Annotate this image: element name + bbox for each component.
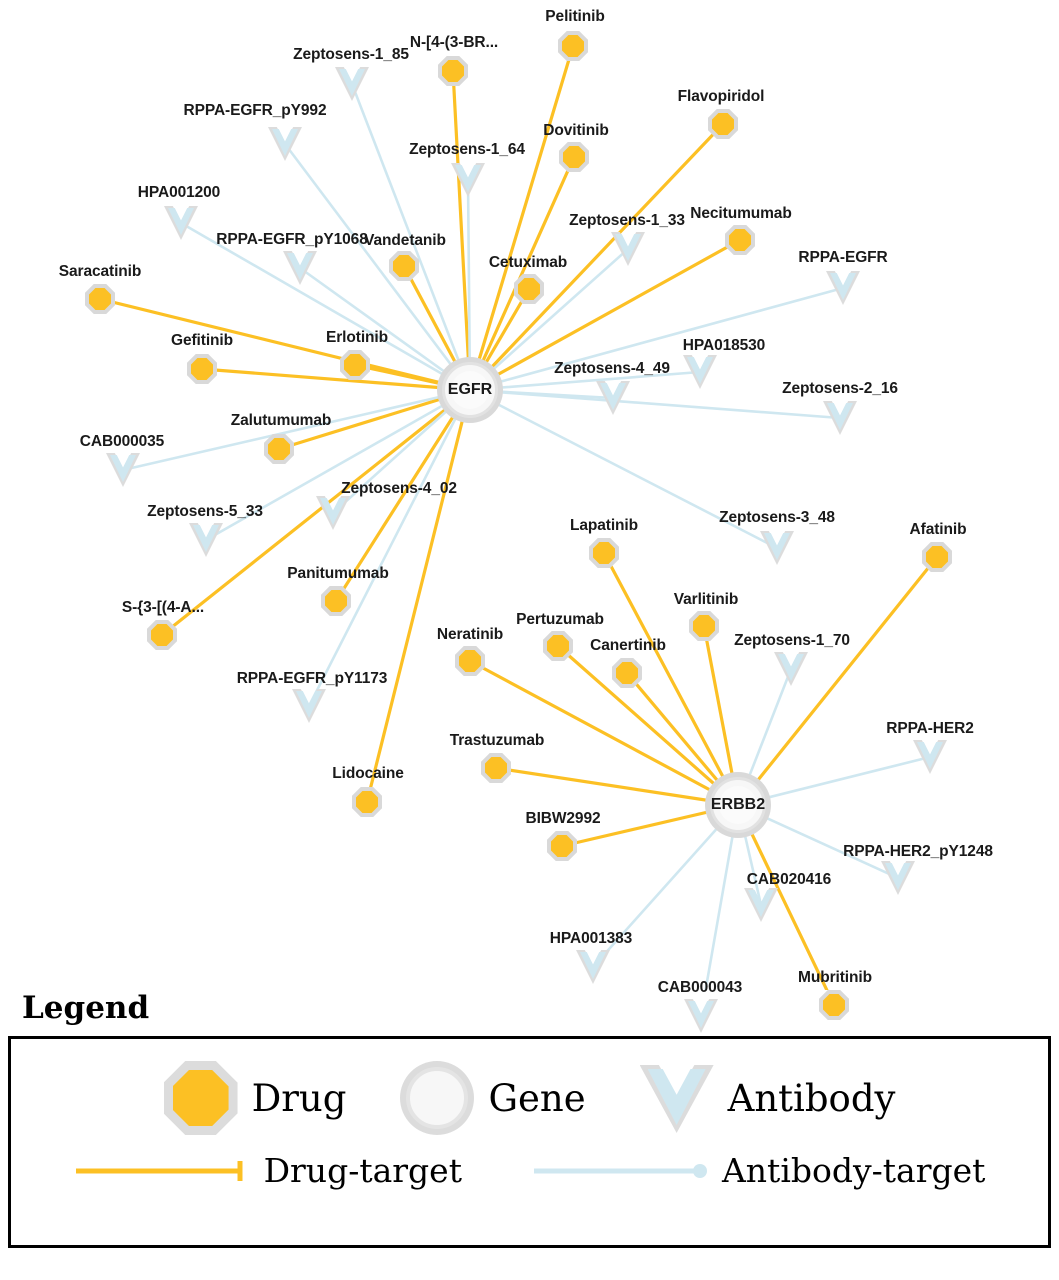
drug-node-label: Vandetanib [364,232,446,249]
drug-node-label: Necitumumab [690,205,792,222]
antibody-node[interactable] [316,496,350,530]
gene-node-label: ERBB2 [710,796,766,813]
drug-node-label: Lidocaine [332,765,404,782]
antibody-node-label: HPA018530 [682,337,766,354]
antibody-node-label: Zeptosens-1_33 [569,212,685,229]
drug-octagon-icon [164,1061,238,1135]
gene-circle-icon [400,1061,474,1135]
drug-node[interactable] [725,225,755,255]
drug-node-label: Flavopiridol [677,88,765,105]
antibody-node[interactable] [268,127,302,161]
legend-item-drug [164,1061,347,1135]
drug-node-label: BIBW2992 [525,810,601,827]
drug-node-label: Neratinib [436,626,504,643]
antibody-node-label: Zeptosens-4_49 [554,360,670,377]
antibody-chevron-icon [640,1061,714,1135]
antibody-node[interactable] [760,531,794,565]
drug-node-label: Zalutumumab [230,412,332,429]
drug-node-label: Dovitinib [543,122,609,139]
antibody-node[interactable] [106,453,140,487]
drug-node[interactable] [559,142,589,172]
drug-node[interactable] [558,31,588,61]
drug-node-label: Pelitinib [545,8,605,25]
legend-item-drug-target [74,1151,462,1190]
antibody-node-label: HPA001200 [137,184,221,201]
legend-label-antibody-target: Antibody-target [721,1151,986,1190]
edge [470,46,573,390]
drug-edge-icon [74,1158,254,1184]
drug-node-label: S-{3-[(4-A... [121,599,205,616]
antibody-node-label: CAB000043 [657,979,743,996]
drug-node[interactable] [689,611,719,641]
antibody-node[interactable] [283,251,317,285]
antibody-node[interactable] [164,206,198,240]
drug-node-label: Afatinib [909,521,967,538]
legend-item-antibody [640,1061,896,1135]
drug-node-label: Gefitinib [171,332,233,349]
antibody-node[interactable] [596,381,630,415]
antibody-node[interactable] [611,232,645,266]
drug-node[interactable] [147,620,177,650]
antibody-node-label: Zeptosens-2_16 [782,380,898,397]
legend-box [8,1036,1051,1248]
antibody-node[interactable] [335,67,369,101]
antibody-node-label: RPPA-HER2_pY1248 [843,843,993,860]
drug-node-label: Panitumumab [287,565,389,582]
drug-node-label: Canertinib [590,637,666,654]
drug-node[interactable] [321,586,351,616]
antibody-node[interactable] [292,689,326,723]
legend-item-antibody-target [532,1151,985,1190]
antibody-node[interactable] [881,861,915,895]
legend-item-gene [400,1061,585,1135]
drug-node[interactable] [264,434,294,464]
drug-node-label: Mubritinib [798,969,872,986]
drug-node[interactable] [455,646,485,676]
drug-node-label: Cetuximab [488,254,568,271]
antibody-node-label: CAB020416 [746,871,832,888]
legend-label-drug-target: Drug-target [263,1151,462,1190]
drug-node-label: Trastuzumab [449,732,545,749]
gene-node-erbb2[interactable] [705,772,771,838]
antibody-node[interactable] [774,652,808,686]
drug-node[interactable] [389,251,419,281]
antibody-node[interactable] [823,401,857,435]
antibody-node[interactable] [189,523,223,557]
antibody-node-label: RPPA-EGFR [798,249,888,266]
drug-node-label: Erlotinib [326,329,388,346]
drug-node[interactable] [352,787,382,817]
drug-node-label: Varlitinib [673,591,739,608]
antibody-edge-icon [532,1158,712,1184]
drug-node[interactable] [514,274,544,304]
antibody-node-label: HPA001383 [549,930,633,947]
edge [309,390,470,706]
antibody-node-label: Zeptosens-1_85 [293,46,409,63]
drug-node[interactable] [481,753,511,783]
drug-node[interactable] [543,631,573,661]
legend-label-gene: Gene [488,1076,586,1120]
antibody-node-label: RPPA-EGFR_pY992 [183,102,327,119]
drug-node[interactable] [922,542,952,572]
drug-node-label: Lapatinib [570,517,638,534]
gene-node-egfr[interactable] [437,357,503,423]
antibody-node-label: RPPA-EGFR_pY1068 [216,231,368,248]
antibody-node-label: Zeptosens-1_70 [734,632,850,649]
drug-node[interactable] [589,538,619,568]
antibody-node-label: Zeptosens-1_64 [409,141,525,158]
antibody-node[interactable] [826,271,860,305]
gene-node-label: EGFR [447,381,493,398]
edge [738,557,937,805]
antibody-node-label: CAB000035 [79,433,165,450]
legend-title: Legend [22,990,150,1026]
drug-node[interactable] [547,831,577,861]
legend-label-antibody: Antibody [727,1076,896,1120]
drug-node[interactable] [708,109,738,139]
antibody-node[interactable] [451,163,485,197]
antibody-node[interactable] [683,355,717,389]
drug-node[interactable] [438,56,468,86]
drug-node[interactable] [340,350,370,380]
drug-node[interactable] [187,354,217,384]
antibody-node[interactable] [913,740,947,774]
legend-label-drug: Drug [251,1076,347,1120]
drug-node-label: Pertuzumab [516,611,604,628]
antibody-node[interactable] [744,888,778,922]
drug-node[interactable] [612,658,642,688]
antibody-node-label: Zeptosens-3_48 [719,509,835,526]
drug-node-label: N-[4-(3-BR... [409,34,499,51]
legend [8,990,1051,1248]
antibody-node-label: Zeptosens-4_02 [341,480,457,497]
antibody-node-label: RPPA-EGFR_pY1173 [236,670,388,687]
antibody-node-label: RPPA-HER2 [886,720,974,737]
drug-node[interactable] [85,284,115,314]
antibody-node[interactable] [576,950,610,984]
drug-node-label: Saracatinib [58,263,142,280]
antibody-node-label: Zeptosens-5_33 [147,503,263,520]
